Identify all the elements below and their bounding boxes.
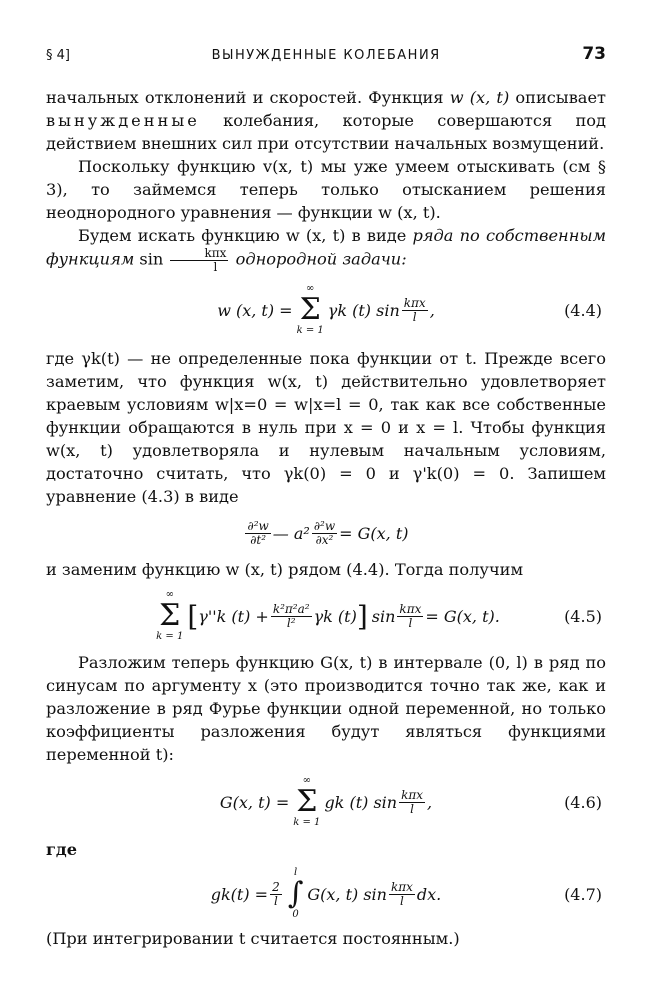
fraction: $\frac{\text{k²π²a²}}{\text{l²}}$ bbox=[272, 602, 310, 630]
paragraph-8: (При интегрировании t считается постоянным.) bbox=[46, 929, 460, 949]
inline-fraction: $\frac{\text{kπx}}{l}$ bbox=[170, 247, 228, 273]
running-header bbox=[46, 44, 606, 64]
equation-4-7: gk(t) = $\frac{2}{l}$ l ∫ 0 G(x, t) sin $\frac{\text{kπx}}{l}$ dx. (4.7) bbox=[210, 867, 602, 921]
equation-4-4: w (x, t) = ∞ Σ k = 1 γk (t) sin $\frac{\text{kπx}}{l}$ , (4.4) bbox=[217, 283, 602, 337]
equation-number: (4.4) bbox=[564, 300, 602, 320]
fraction: $\frac{2}{l}$ bbox=[272, 880, 280, 908]
paragraph-4: где γk(t) — не определенные пока функции от t. Прежде всего заметим, что функция w(x, t) действительно удовлетворяет краевым условиям w|x=0 = w|x=l = 0, так как все собственные функции обращаются в нуль при x = 0 и x = l. Чтобы функция w(x, t) удовлетворяла и нулевым начальным условиям, достаточно считать, что γk(0) = 0 и γ'k(0) = 0. Запишем уравнение (4.3) в виде bbox=[46, 349, 606, 507]
equation-number: (4.7) bbox=[564, 884, 602, 904]
fraction: $\frac{\text{∂²w}}{\text{∂t²}}$ bbox=[247, 519, 269, 547]
paragraph-7: где bbox=[46, 840, 78, 860]
section-marker: § 4] bbox=[46, 48, 70, 63]
equation-number: (4.5) bbox=[564, 606, 602, 626]
fraction: $\frac{\text{kπx}}{l}$ bbox=[403, 296, 426, 324]
paragraph-2: Поскольку функцию v(x, t) мы уже умеем отыскивать (см § 3), то займемся теперь только отысканием решения неоднородного уравнения — функции w (x, t). bbox=[46, 157, 606, 222]
spaced-term: вынужденные bbox=[46, 111, 200, 130]
summation: ∞ Σ k = 1 bbox=[293, 775, 321, 829]
fraction: $\frac{\text{kπx}}{l}$ bbox=[390, 880, 413, 908]
fraction: $\frac{\text{kπx}}{l}$ bbox=[401, 788, 424, 816]
paragraph-5: и заменим функцию w (x, t) рядом (4.4). Тогда получим bbox=[46, 560, 524, 580]
summation: ∞ Σ k = 1 bbox=[156, 589, 184, 643]
equation-4-5: ∞ Σ k = 1 [ γ''k (t) + $\frac{\text{k²π²a²}}{\text{l²}}$ γk (t) ] sin $\frac{\text{kπx}}{l}$ = G(x, t). (4.5) bbox=[156, 589, 602, 643]
fraction: $\frac{\text{∂²w}}{\text{∂x²}}$ bbox=[313, 519, 336, 547]
equation-number: (4.6) bbox=[564, 792, 602, 812]
page-number: 73 bbox=[582, 44, 606, 64]
page-body bbox=[46, 86, 606, 950]
summation: ∞ Σ k = 1 bbox=[296, 283, 324, 337]
paragraph-6: Разложим теперь функцию G(x, t) в интервале (0, l) в ряд по синусам по аргументу x (это производится точно так же, как и разложение в ряд Фурье функции одной переменной, но только коэффициенты разложения будут являться функциями переменной t): bbox=[46, 653, 606, 765]
integral: l ∫ 0 bbox=[287, 867, 304, 921]
equation-4-3: $\frac{\text{∂²w}}{\text{∂t²}}$ — a² $\frac{\text{∂²w}}{\text{∂x²}}$ = G(x, t) bbox=[247, 519, 409, 547]
paragraph-1: начальных отклонений и скоростей. Функция w (x, t) описывает вынужденные колебания, которые совершаются под действием внешних сил при отсутствии начальных возмущений. bbox=[46, 88, 606, 153]
equation-4-6: G(x, t) = ∞ Σ k = 1 gk (t) sin $\frac{\text{kπx}}{l}$ , (4.6) bbox=[219, 775, 602, 829]
paragraph-3: Будем искать функцию w (x, t) в виде ряда по собственным функциям sin $\frac{\text{kπx}}{l}$ однородной задачи: bbox=[46, 226, 606, 274]
fraction: $\frac{\text{kπx}}{l}$ bbox=[399, 602, 422, 630]
running-title: ВЫНУЖДЕННЫЕ КОЛЕБАНИЯ bbox=[211, 48, 441, 63]
